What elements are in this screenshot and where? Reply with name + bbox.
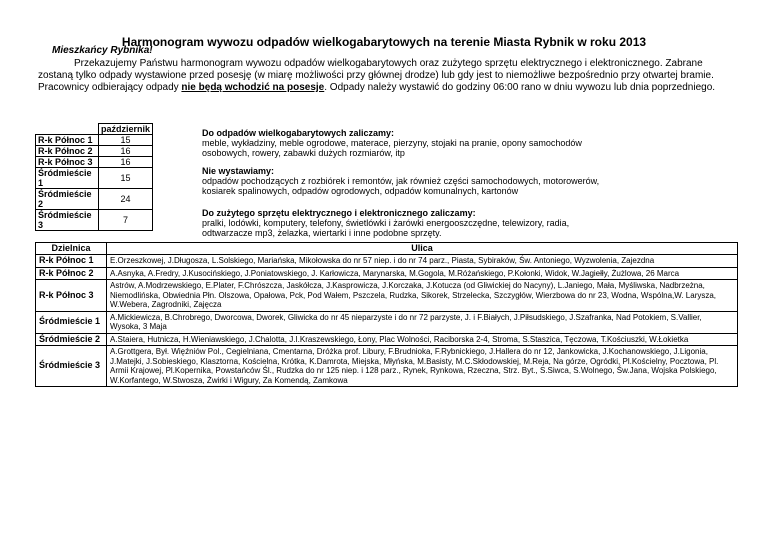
excluded-waste-title: Nie wystawiamy: xyxy=(202,166,275,176)
streets-list: A.Grottgera, Był. Więźniów Pol., Cegielniana, Cmentarna, Dróżka prof. Libury, F.Brudnioka, F.Rybnickiego, J.Hallera do nr 12, Jankowicka, J.Kochanowskiego, J.Ligonia, J.Matejki, J.Sobieskiego, Klasztorna, Kościelna, Krótka, K.Damrota, Miejska, Młyńska, M.Basisty, M.C.Skłodowskiej, M.Reja, Na górze, Ogródki, Pl.Kościelny, Pocztowa, Pl. Armii Krajowej, Pl.Kopernika, Powstańców Śl., Rudzka do nr 125 niep. i 128 parz., Rynek, Rynkowa, Rzeczna, Strz. Byt., S.Siwca, S.Wolnego, Św.Jana, Wojska Polskiego, W.Korfantego, W.Stwosza, Żwirki i Wigury, Za Komendą, Zamkowa xyxy=(107,346,738,387)
streets-district: R-k Północ 1 xyxy=(36,255,107,268)
streets-row xyxy=(36,311,738,333)
street-column-header: Ulica xyxy=(107,243,738,255)
schedule-day: 7 xyxy=(99,210,153,231)
streets-district: R-k Północ 3 xyxy=(36,280,107,312)
schedule-district: Śródmieście 1 xyxy=(36,168,99,189)
streets-list: A.Staiera, Hutnicza, H.Wieniawskiego, J.Chalotta, J.I.Kraszewskiego, Łony, Plac Wolności, Raciborska 2-4, Stroma, S.Staszica, Tęczowa, T.Kościuszki, W.Łokietka xyxy=(107,333,738,346)
streets-district: Śródmieście 1 xyxy=(36,311,107,333)
streets-table xyxy=(35,242,738,387)
schedule-day: 16 xyxy=(99,146,153,157)
schedule-day: 15 xyxy=(99,168,153,189)
schedule-row xyxy=(36,146,153,157)
electro-waste-info xyxy=(202,208,622,238)
streets-district: Śródmieście 2 xyxy=(36,333,107,346)
streets-list: E.Orzeszkowej, J.Długosza, L.Solskiego, Mariańska, Mikołowska do nr 57 niep. i do nr 74 parz., Piasta, Sybiraków, Św. Antoniego, Wyzwolenia, Zajezdna xyxy=(107,255,738,268)
intro-text-2: . Odpady należy wystawić do godziny 06:00 rano w dniu wywozu lub dnia poprzedniego. xyxy=(324,82,716,93)
schedule-district: R-k Północ 2 xyxy=(36,146,99,157)
streets-list: A.Asnyka, A.Fredry, J.Kusocińskiego, J.Poniatowskiego, J. Karłowicza, Marynarska, M.Gogola, M.Różańskiego, P.Kołonki, Widok, W.Jagiełły, Żużlowa, 26 Marca xyxy=(107,267,738,280)
schedule-district: R-k Północ 3 xyxy=(36,157,99,168)
intro-emphasis: nie będą wchodzić na posesje xyxy=(181,82,325,93)
schedule-day: 24 xyxy=(99,189,153,210)
electro-waste-title: Do zużytego sprzętu elektrycznego i elektronicznego zaliczamy: xyxy=(202,208,476,218)
intro-text-1: Przekazujemy Państwu harmonogram wywozu odpadów wielkogabarytowych oraz zużytego sprzętu elektrycznego i elektronicznego. Zabrane zostaną tylko odpady wystawione przed posesję (w miarę możliwości przy głównej drodze) lub gdy jest to niemożliwe bezpośrednio przy otwartej bramie. Pracownicy odbierający odpady xyxy=(38,58,714,93)
streets-row xyxy=(36,346,738,387)
schedule-district: R-k Północ 1 xyxy=(36,135,99,146)
schedule-row xyxy=(36,168,153,189)
schedule-header-blank xyxy=(36,124,99,135)
streets-district: Śródmieście 3 xyxy=(36,346,107,387)
excluded-waste-info xyxy=(202,166,622,196)
document-title: Harmonogram wywozu odpadów wielkogabarytowych na terenie Miasta Rybnik w roku 2013 xyxy=(121,35,647,49)
intro-paragraph xyxy=(38,58,738,94)
electro-waste-text: pralki, lodówki, komputery, telefony, świetlówki i żarówki energooszczędne, telewizory, radia, odtwarzacze mp3, żelazka, wiertarki i inne podobne sprzęty. xyxy=(202,218,570,238)
schedule-district: Śródmieście 3 xyxy=(36,210,99,231)
greeting: Mieszkańcy Rybnika! xyxy=(52,45,153,56)
streets-district: R-k Północ 2 xyxy=(36,267,107,280)
schedule-month-header: październik xyxy=(99,124,153,135)
schedule-district: Śródmieście 2 xyxy=(36,189,99,210)
streets-row xyxy=(36,255,738,268)
included-waste-info xyxy=(202,128,622,158)
schedule-header-row xyxy=(36,124,153,135)
streets-list: Astrów, A.Modrzewskiego, E.Plater, F.Chrószcza, Jaskółcza, J.Kasprowicza, J.Korczaka, J.Kotucza (od Gliwickiej do Nacyny), L.Janiego, Mała, Myśliwska, Nadbrzeżna, Niemodlińska, Obwiednia Płn. Olszowa, Opałowa, Pck, Pod Wałem, Pszczela, Rudzka, Sikorek, Strzelecka, Szczygłów, Wierzbowa do nr 23, Wodna, Wspólna,W. Larysza, W.Webera, Zagrodniki, Zajęcza xyxy=(107,280,738,312)
schedule-day: 16 xyxy=(99,157,153,168)
schedule-row xyxy=(36,189,153,210)
streets-row xyxy=(36,333,738,346)
excluded-waste-text: odpadów pochodzących z rozbiórek i remontów, jak również części samochodowych, motorowerów, kosiarek spalinowych, odpadów ogrodowych, odpadów komunalnych, kartonów xyxy=(202,176,600,196)
streets-list: A.Mickiewicza, B.Chrobrego, Dworcowa, Dworek, Gliwicka do nr 45 nieparzyste i do nr 72 parzyste, J. i F.Białych, J.Piłsudskiego, J.Szafranka, Nad Potokiem, S.Vallier, Wysoka, 3 Maja xyxy=(107,311,738,333)
streets-header-row xyxy=(36,243,738,255)
schedule-day: 15 xyxy=(99,135,153,146)
district-column-header: Dzielnica xyxy=(36,243,107,255)
streets-row xyxy=(36,280,738,312)
schedule-row xyxy=(36,210,153,231)
included-waste-text: meble, wykładziny, meble ogrodowe, materace, pierzyny, stojaki na pranie, opony samochodów osobowych, rowery, zabawki dużych rozmiarów, itp xyxy=(202,138,582,158)
schedule-row xyxy=(36,157,153,168)
schedule-row xyxy=(36,135,153,146)
streets-row xyxy=(36,267,738,280)
schedule-table xyxy=(35,123,153,231)
included-waste-title: Do odpadów wielkogabarytowych zaliczamy: xyxy=(202,128,395,138)
